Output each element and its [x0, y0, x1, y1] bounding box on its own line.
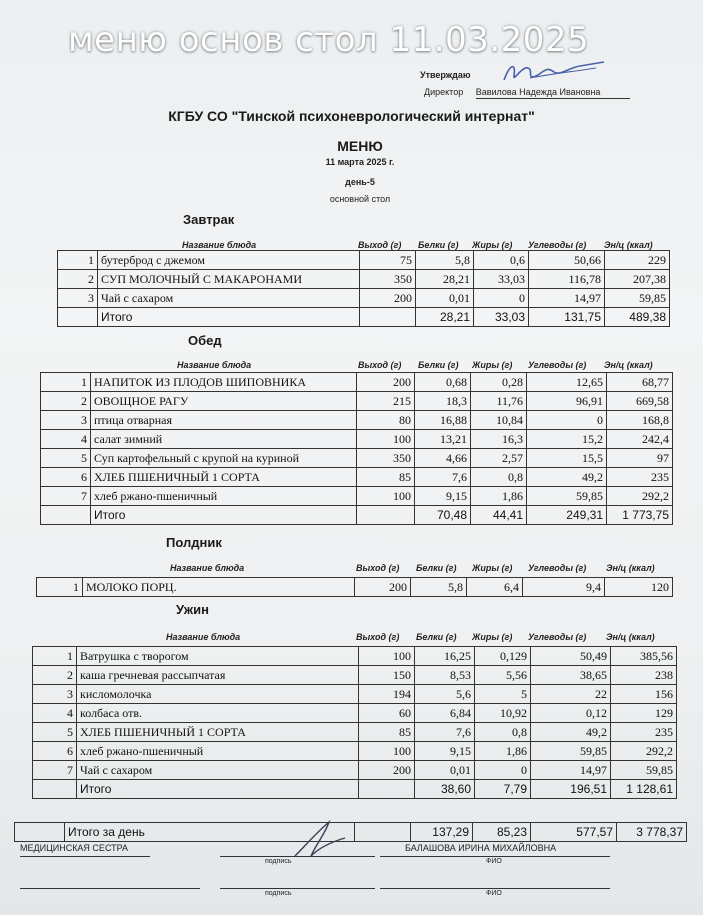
dish-fat: 2,57	[471, 449, 527, 468]
table-row	[41, 430, 673, 449]
nurse-name-line	[380, 856, 610, 857]
dish-energy: 97	[607, 449, 673, 468]
dish-name: Чай с сахаром	[98, 289, 360, 308]
dish-protein: 16,25	[415, 647, 475, 666]
dish-name: ХЛЕБ ПШЕНИЧНЫЙ 1 СОРТА	[91, 468, 357, 487]
dish-energy: 207,38	[605, 270, 670, 289]
dish-carbs: 38,65	[531, 666, 611, 685]
day-total-fat: 85,23	[473, 823, 531, 842]
dish-carbs: 49,2	[531, 723, 611, 742]
dish-output: 75	[360, 251, 416, 270]
column-header-protein: Белки (г)	[418, 360, 459, 370]
dish-output: 100	[359, 647, 415, 666]
dish-carbs: 15,2	[527, 430, 607, 449]
dish-carbs: 50,49	[531, 647, 611, 666]
row-number: 1	[58, 251, 98, 270]
dish-energy: 235	[611, 723, 677, 742]
total-row	[41, 506, 673, 525]
total-carbs: 196,51	[531, 780, 611, 799]
dish-output: 150	[359, 666, 415, 685]
dish-fat: 0,8	[475, 723, 531, 742]
lunch-table	[40, 372, 673, 525]
row-number: 6	[33, 742, 77, 761]
dish-output: 80	[357, 411, 415, 430]
table-row	[33, 647, 677, 666]
column-header-energy: Эн/ц (ккал)	[604, 360, 653, 370]
dish-energy: 129	[611, 704, 677, 723]
second-sign-caption: подпись	[265, 890, 292, 897]
dish-protein: 0,01	[415, 761, 475, 780]
total-empty	[41, 506, 91, 525]
dish-fat: 5	[475, 685, 531, 704]
dish-protein: 5,8	[411, 578, 467, 597]
dish-fat: 5,56	[475, 666, 531, 685]
dish-carbs: 0	[527, 411, 607, 430]
table-row	[33, 704, 677, 723]
total-label: Итого	[77, 780, 359, 799]
table-row	[58, 289, 670, 308]
dish-name: птица отварная	[91, 411, 357, 430]
dish-energy: 385,56	[611, 647, 677, 666]
dish-energy: 669,58	[607, 392, 673, 411]
dish-protein: 0,68	[415, 373, 471, 392]
column-header-carbs: Углеводы (г)	[528, 240, 587, 250]
section-title-snack: Полдник	[166, 535, 222, 550]
dish-fat: 16,3	[471, 430, 527, 449]
dish-output: 85	[357, 468, 415, 487]
dish-protein: 16,88	[415, 411, 471, 430]
dish-fat: 10,84	[471, 411, 527, 430]
column-header-protein: Белки (г)	[416, 632, 457, 642]
table-row	[58, 251, 670, 270]
menu-date: 11 марта 2025 г.	[325, 157, 395, 167]
dish-energy: 235	[607, 468, 673, 487]
dish-output: 85	[359, 723, 415, 742]
total-energy: 489,38	[605, 308, 670, 327]
dish-protein: 13,21	[415, 430, 471, 449]
row-number: 3	[33, 685, 77, 704]
section-title-dinner: Ужин	[176, 602, 209, 617]
dish-protein: 6,84	[415, 704, 475, 723]
total-energy: 1 773,75	[607, 506, 673, 525]
dish-fat: 0	[475, 761, 531, 780]
dish-name: колбаса отв.	[77, 704, 359, 723]
day-total-energy: 3 778,37	[617, 823, 687, 842]
dish-fat: 0,28	[471, 373, 527, 392]
dish-name: Суп картофельный с крупой на куриной	[91, 449, 357, 468]
dish-protein: 5,8	[416, 251, 474, 270]
nurse-name: БАЛАШОВА ИРИНА МИХАЙЛОВНА	[405, 843, 557, 853]
total-carbs: 131,75	[529, 308, 605, 327]
dish-carbs: 9,4	[523, 578, 605, 597]
row-number: 7	[33, 761, 77, 780]
dish-carbs: 14,97	[529, 289, 605, 308]
table-row	[33, 666, 677, 685]
column-header-fat: Жиры (г)	[472, 632, 513, 642]
dish-carbs: 22	[531, 685, 611, 704]
row-number: 4	[33, 704, 77, 723]
total-fat: 7,79	[475, 780, 531, 799]
dish-protein: 8,53	[415, 666, 475, 685]
dish-output: 200	[355, 578, 411, 597]
row-number: 2	[58, 270, 98, 289]
total-protein: 70,48	[415, 506, 471, 525]
total-empty	[58, 308, 98, 327]
dish-protein: 28,21	[416, 270, 474, 289]
row-number: 1	[33, 647, 77, 666]
menu-title: МЕНЮ	[337, 138, 383, 154]
day-total-label: Итого за день	[65, 823, 355, 842]
dish-output: 200	[357, 373, 415, 392]
director-row	[424, 87, 630, 99]
dish-output: 60	[359, 704, 415, 723]
dish-protein: 9,15	[415, 742, 475, 761]
dish-energy: 242,4	[607, 430, 673, 449]
second-sign-line	[220, 888, 375, 889]
nurse-sign-line	[220, 856, 375, 857]
day-total-protein: 137,29	[411, 823, 473, 842]
dish-energy: 229	[605, 251, 670, 270]
dish-name: ХЛЕБ ПШЕНИЧНЫЙ 1 СОРТА	[77, 723, 359, 742]
dish-name: НАПИТОК ИЗ ПЛОДОВ ШИПОВНИКА	[91, 373, 357, 392]
row-number: 4	[41, 430, 91, 449]
dish-fat: 0,6	[474, 251, 529, 270]
dish-carbs: 50,66	[529, 251, 605, 270]
dish-name: салат зимний	[91, 430, 357, 449]
total-output-empty	[360, 308, 416, 327]
total-output-empty	[357, 506, 415, 525]
total-fat: 33,03	[474, 308, 529, 327]
second-name-line	[380, 888, 610, 889]
total-label: Итого	[98, 308, 360, 327]
dish-fat: 1,86	[475, 742, 531, 761]
column-header-output: Выход (г)	[358, 240, 402, 250]
dish-protein: 0,01	[416, 289, 474, 308]
dish-fat: 6,4	[467, 578, 523, 597]
total-empty	[33, 780, 77, 799]
column-header-output: Выход (г)	[356, 632, 400, 642]
dish-output: 194	[359, 685, 415, 704]
dish-energy: 120	[605, 578, 673, 597]
dish-carbs: 59,85	[531, 742, 611, 761]
total-row	[33, 780, 677, 799]
row-number: 5	[33, 723, 77, 742]
table-row	[41, 373, 673, 392]
nurse-sign-caption: подпись	[265, 858, 292, 865]
dish-name: каша гречневая рассыпчатая	[77, 666, 359, 685]
dish-carbs: 116,78	[529, 270, 605, 289]
dish-name: МОЛОКО ПОРЦ.	[83, 578, 355, 597]
table-row	[33, 742, 677, 761]
table-row	[58, 270, 670, 289]
column-header-energy: Эн/ц (ккал)	[606, 632, 655, 642]
row-number: 1	[37, 578, 83, 597]
second-fio-caption: ФИО	[486, 890, 502, 897]
dish-protein: 7,6	[415, 723, 475, 742]
dish-fat: 10,92	[475, 704, 531, 723]
row-number: 3	[41, 411, 91, 430]
second-role-line	[20, 888, 200, 889]
column-header-name: Название блюда	[166, 632, 241, 642]
total-protein: 28,21	[416, 308, 474, 327]
row-number: 2	[41, 392, 91, 411]
dish-name: хлеб ржано-пшеничный	[77, 742, 359, 761]
dish-name: хлеб ржано-пшеничный	[91, 487, 357, 506]
dish-output: 200	[359, 761, 415, 780]
breakfast-table	[57, 250, 670, 327]
row-number: 5	[41, 449, 91, 468]
section-title-lunch: Обед	[188, 333, 222, 348]
director-signature	[500, 58, 610, 88]
dish-output: 100	[357, 430, 415, 449]
column-header-energy: Эн/ц (ккал)	[606, 563, 655, 573]
total-output-empty	[359, 780, 415, 799]
director-label: Директор	[424, 87, 464, 97]
column-header-name: Название блюда	[177, 360, 252, 370]
dish-carbs: 15,5	[527, 449, 607, 468]
column-header-carbs: Углеводы (г)	[528, 632, 587, 642]
dish-output: 100	[357, 487, 415, 506]
column-header-fat: Жиры (г)	[472, 563, 513, 573]
day-total-carbs: 577,57	[531, 823, 617, 842]
table-row	[41, 468, 673, 487]
overlay-title: меню основ стол 11.03.2025	[68, 20, 590, 60]
dish-protein: 4,66	[415, 449, 471, 468]
table-row	[41, 392, 673, 411]
dish-fat: 0,129	[475, 647, 531, 666]
table-row	[41, 411, 673, 430]
dish-name: Ватрушка с творогом	[77, 647, 359, 666]
table-row	[41, 487, 673, 506]
row-number: 2	[33, 666, 77, 685]
nurse-label-line	[20, 856, 150, 857]
dish-protein: 7,6	[415, 468, 471, 487]
nurse-label: МЕДИЦИНСКАЯ СЕСТРА	[20, 843, 129, 853]
dish-output: 215	[357, 392, 415, 411]
row-number: 6	[41, 468, 91, 487]
table-row	[33, 685, 677, 704]
total-protein: 38,60	[415, 780, 475, 799]
dish-energy: 292,2	[611, 742, 677, 761]
snack-table	[36, 577, 673, 597]
dish-name: Чай с сахаром	[77, 761, 359, 780]
dish-energy: 168,8	[607, 411, 673, 430]
section-title-breakfast: Завтрак	[183, 212, 235, 227]
row-number: 1	[41, 373, 91, 392]
column-header-energy: Эн/ц (ккал)	[604, 240, 653, 250]
dish-name: ОВОЩНОЕ РАГУ	[91, 392, 357, 411]
dish-carbs: 14,97	[531, 761, 611, 780]
row-number: 7	[41, 487, 91, 506]
dish-name: СУП МОЛОЧНЫЙ С МАКАРОНАМИ	[98, 270, 360, 289]
dish-energy: 59,85	[611, 761, 677, 780]
dish-carbs: 49,2	[527, 468, 607, 487]
dish-protein: 18,3	[415, 392, 471, 411]
dish-energy: 68,77	[607, 373, 673, 392]
dish-carbs: 12,65	[527, 373, 607, 392]
column-header-fat: Жиры (г)	[472, 240, 513, 250]
dish-energy: 292,2	[607, 487, 673, 506]
dish-carbs: 0,12	[531, 704, 611, 723]
table-row	[37, 578, 673, 597]
dish-fat: 0	[474, 289, 529, 308]
total-energy: 1 128,61	[611, 780, 677, 799]
dish-fat: 0,8	[471, 468, 527, 487]
total-fat: 44,41	[471, 506, 527, 525]
total-label: Итого	[91, 506, 357, 525]
dish-output: 350	[357, 449, 415, 468]
column-header-name: Название блюда	[182, 240, 257, 250]
total-carbs: 249,31	[527, 506, 607, 525]
dish-fat: 11,76	[471, 392, 527, 411]
column-header-name: Название блюда	[170, 563, 245, 573]
row-number: 3	[58, 289, 98, 308]
column-header-carbs: Углеводы (г)	[528, 563, 587, 573]
table-row	[33, 761, 677, 780]
column-header-protein: Белки (г)	[418, 240, 459, 250]
total-row	[58, 308, 670, 327]
dinner-table	[32, 646, 677, 799]
column-header-protein: Белки (г)	[416, 563, 457, 573]
column-header-output: Выход (г)	[356, 563, 400, 573]
dish-energy: 156	[611, 685, 677, 704]
column-header-fat: Жиры (г)	[472, 360, 513, 370]
organization-title: КГБУ СО "Тинской психоневрологический интернат"	[168, 108, 535, 124]
table-row	[41, 449, 673, 468]
column-header-carbs: Углеводы (г)	[528, 360, 587, 370]
table-row	[33, 723, 677, 742]
dish-protein: 9,15	[415, 487, 471, 506]
dish-output: 200	[360, 289, 416, 308]
dish-energy: 59,85	[605, 289, 670, 308]
dish-protein: 5,6	[415, 685, 475, 704]
dish-fat: 1,86	[471, 487, 527, 506]
dish-name: бутерброд с джемом	[98, 251, 360, 270]
dish-name: кисломолочка	[77, 685, 359, 704]
approve-label: Утверждаю	[420, 70, 471, 80]
dish-energy: 238	[611, 666, 677, 685]
column-header-output: Выход (г)	[358, 360, 402, 370]
dish-output: 100	[359, 742, 415, 761]
table-type: основной стол	[329, 194, 391, 204]
dish-output: 350	[360, 270, 416, 289]
dish-carbs: 96,91	[527, 392, 607, 411]
director-name: Вавилова Надежда Ивановна	[476, 87, 630, 99]
dish-fat: 33,03	[474, 270, 529, 289]
dish-carbs: 59,85	[527, 487, 607, 506]
menu-day: день-5	[345, 177, 375, 187]
nurse-fio-caption: ФИО	[486, 858, 502, 865]
